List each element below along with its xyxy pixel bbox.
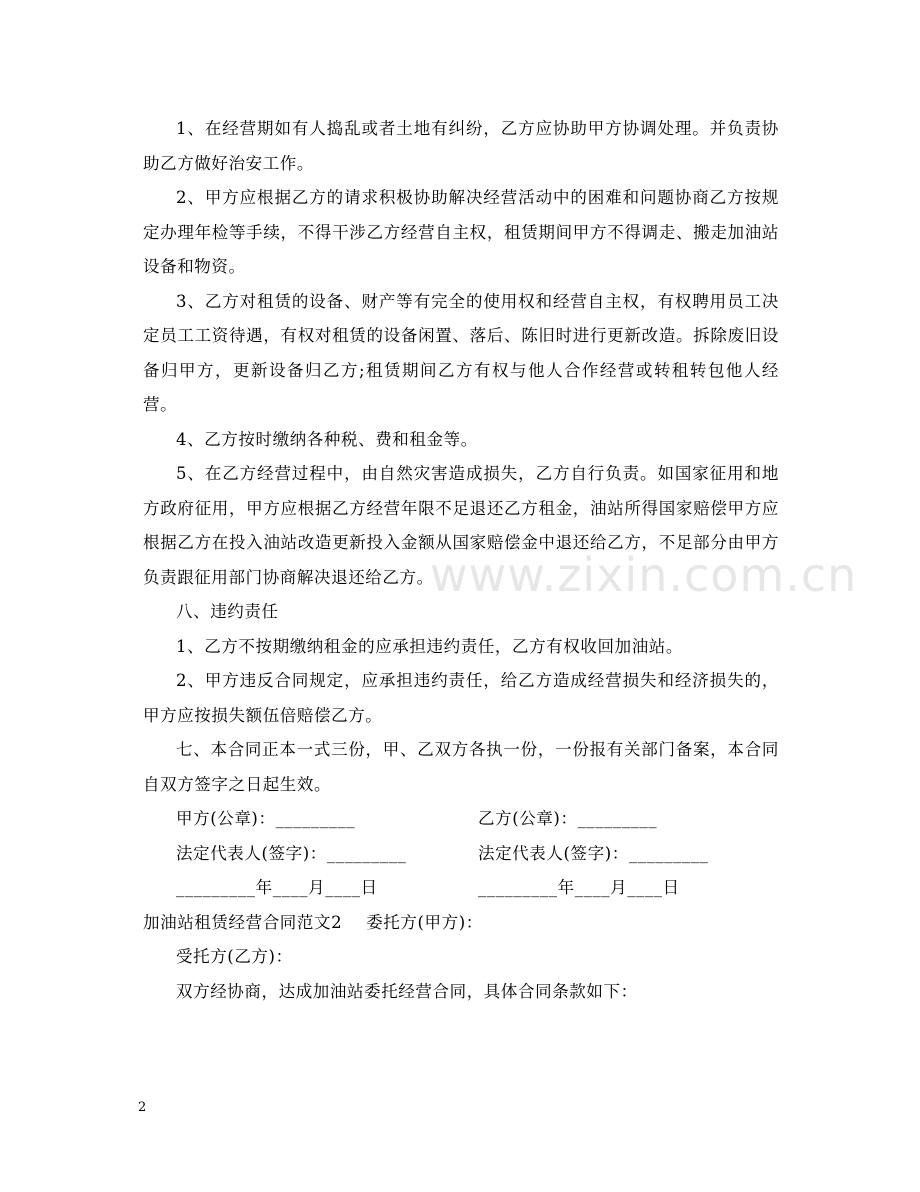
section-heading-breach: 八、违约责任 [176,602,279,621]
breach-clause-1: 1、乙方不按期缴纳租金的应承担违约责任，乙方有权收回加油站。 [176,636,683,656]
clause-3: 3、乙方对租赁的设备、财产等有完全的使用权和经营自主权，有权聘用员工决定员工工资待遇，有权对租赁的设备闲置、落后、陈旧时进行更新改造。拆除废旧设备归甲方，更新设备归乙方;租赁期间乙方有权与他人合作经营或转租转包他人经营。 [143,291,779,414]
party-a-date: _________年____月____日 [176,878,378,897]
principal-label: 委托方(甲方)： [366,912,483,932]
watermark: www.zixin.com.cn [430,548,858,602]
section2-title-line [143,906,779,941]
party-b-representative: 法定代表人(签字)：_________ [478,843,709,863]
party-a-seal: 甲方(公章)：_________ [176,809,356,828]
clause-5: 5、在乙方经营过程中，由自然灾害造成损失，乙方自行负责。如国家征用和地方政府征用，甲方应根据乙方经营年限不足退还乙方租金，油站所得国家赔偿甲方应根据乙方在投入油站改造更新投入金额从国家赔偿金中退还给乙方，不足部分由甲方负责跟征用部门协商解决退还给乙方。 [143,464,779,587]
clause-2: 2、甲方应根据乙方的请求积极协助解决经营活动中的困难和问题协商乙方按规定办理年检等手续，不得干涉乙方经营自主权，租赁期间甲方不得调走、搬走加油站设备和物资。 [143,188,779,276]
party-b-date: _________年____月____日 [478,878,680,897]
party-b-seal: 乙方(公章)：_________ [478,809,658,828]
breach-clause-2: 2、甲方违反合同规定，应承担违约责任，给乙方造成经营损失和经济损失的，甲方应按损失额伍倍赔偿乙方。 [143,671,779,725]
clause-4: 4、乙方按时缴纳各种税、费和租金等。 [176,429,478,449]
effect-clause: 七、本合同正本一式三份，甲、乙双方各执一份，一份报有关部门备案，本合同自双方签字之日起生效。 [143,740,779,794]
page-number: 2 [138,1100,147,1115]
party-a-representative: 法定代表人(签字)：_________ [176,843,407,863]
agent-label: 受托方(乙方)： [176,947,293,966]
clause-1: 1、在经营期如有人捣乱或者土地有纠纷，乙方应协助甲方协调处理。并负责协助乙方做好治安工作。 [143,119,779,173]
signature-row-date [143,871,779,906]
signature-row-representative [143,837,779,872]
section2-intro: 双方经协商，达成加油站委托经营合同，具体合同条款如下： [176,981,638,1001]
signature-row-seal [143,802,779,837]
section2-title: 加油站租赁经营合同范文2 [143,912,343,932]
